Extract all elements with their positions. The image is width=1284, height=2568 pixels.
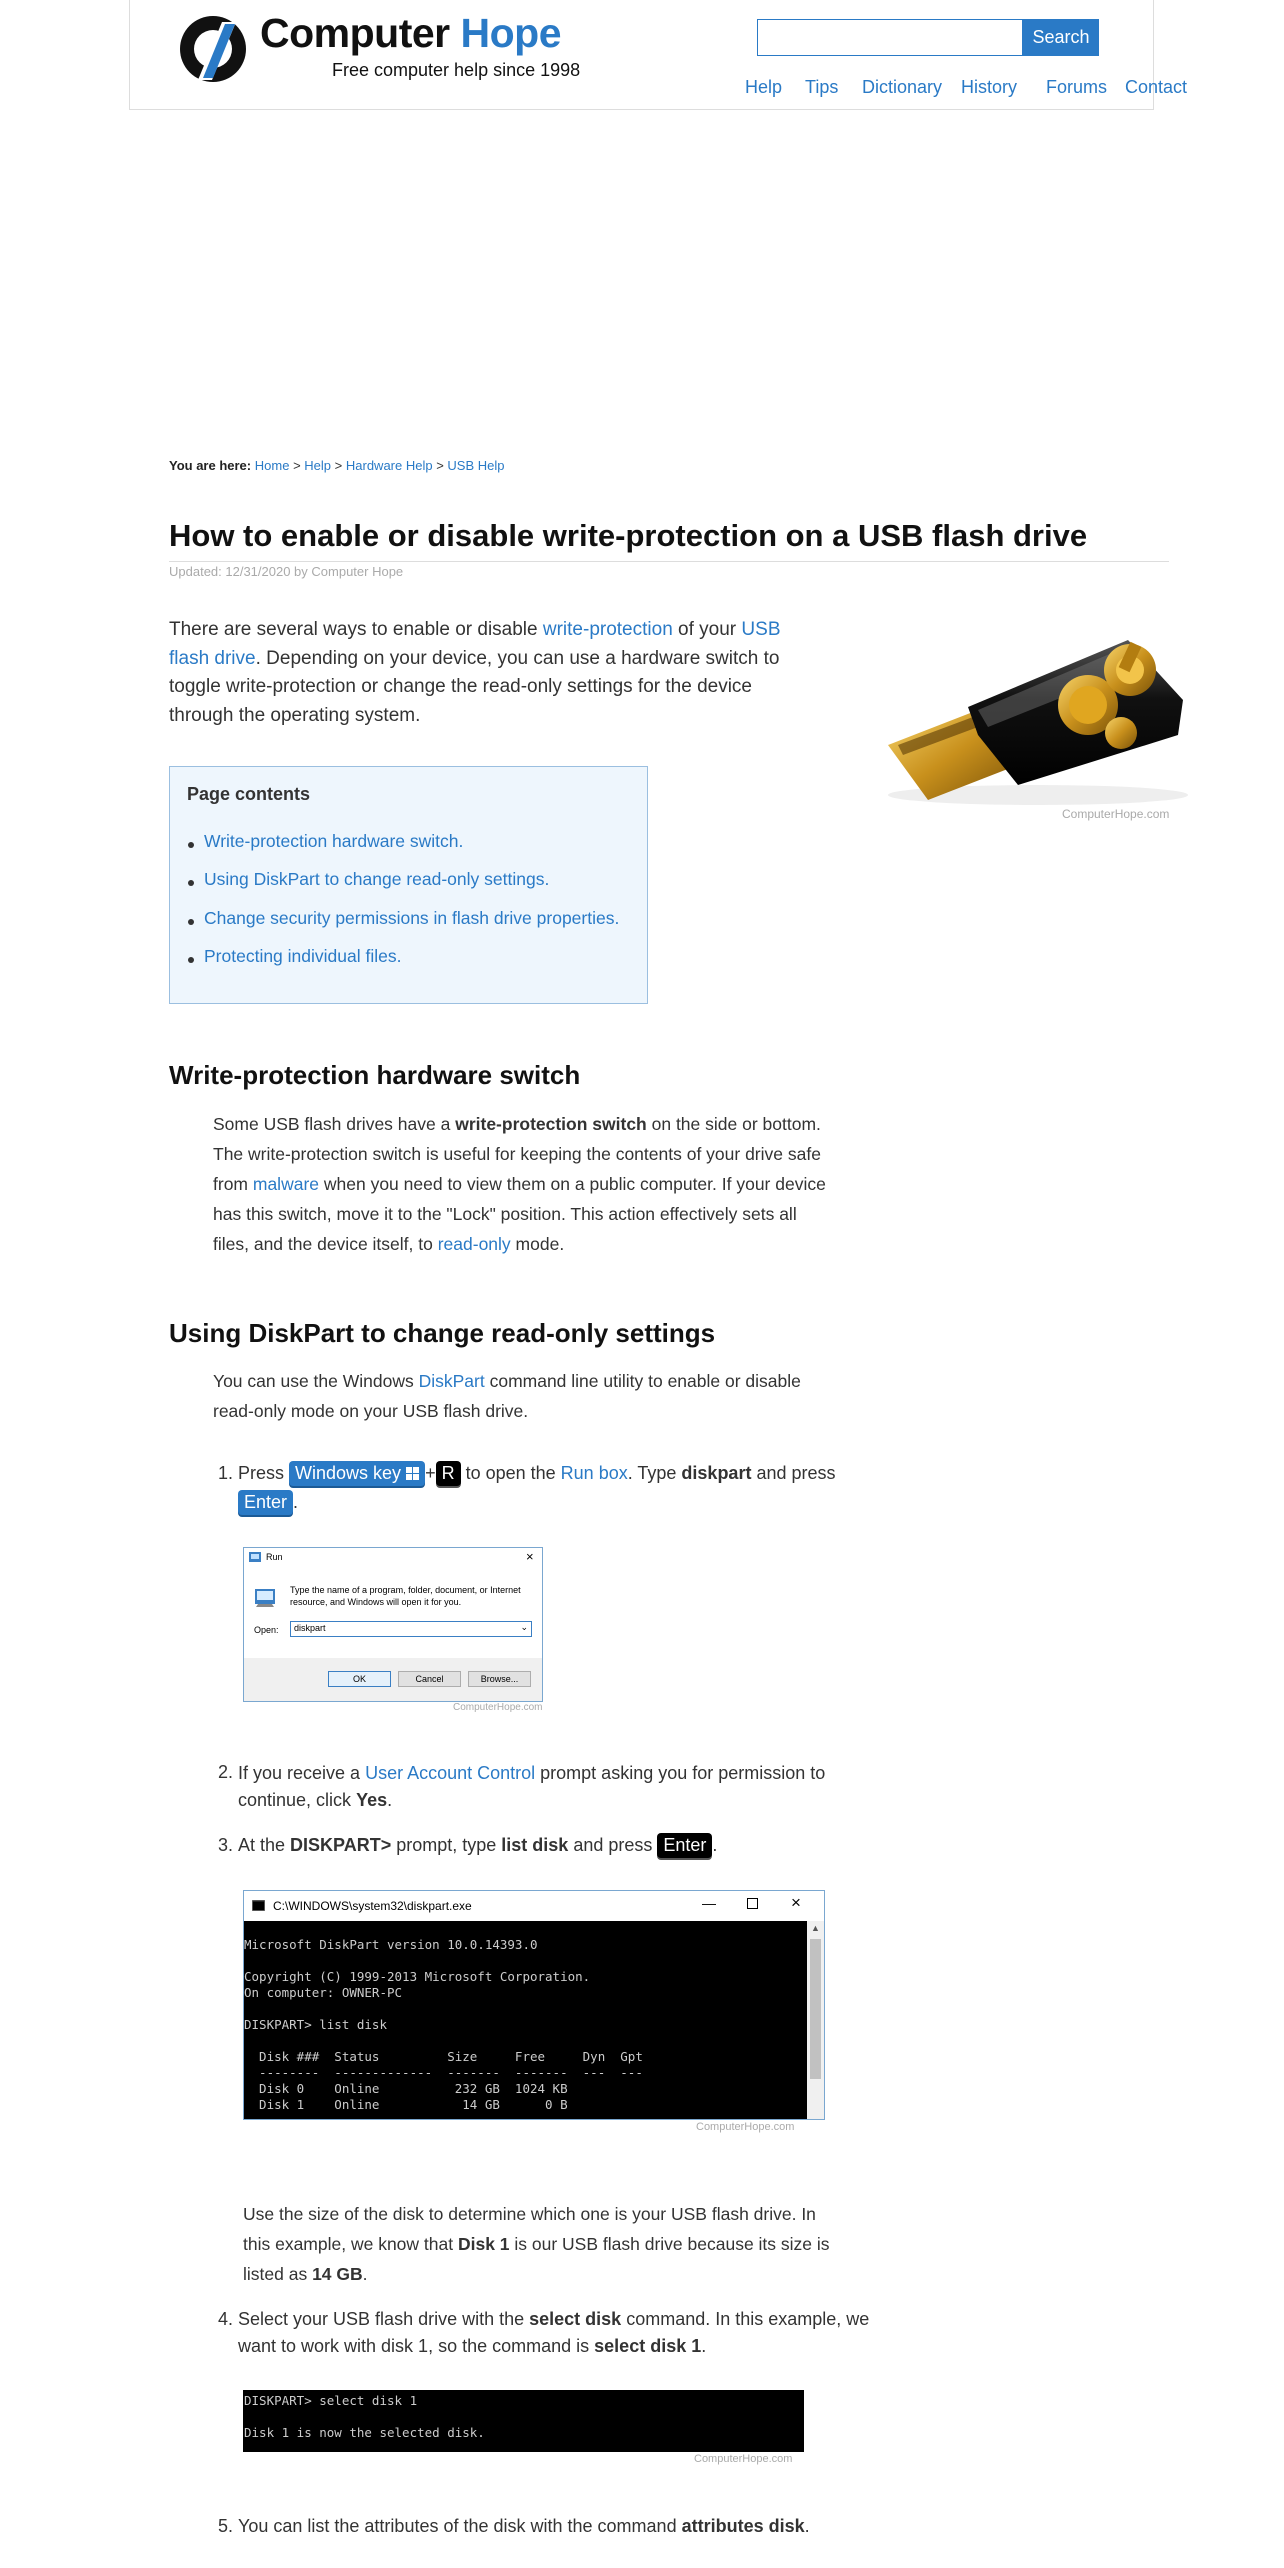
diskpart-window-screenshot: [243, 1890, 825, 2120]
site-title[interactable]: [260, 10, 561, 57]
run-description: Type the name of a program, folder, document, or Internet: [290, 1585, 521, 1595]
note-text: this example, we know that: [243, 2234, 458, 2254]
section-heading-diskpart: Using DiskPart to change read-only settings: [169, 1318, 716, 1348]
run-cancel-button[interactable]: Cancel: [398, 1671, 461, 1687]
r-key: R: [436, 1461, 461, 1486]
nav-history[interactable]: History: [961, 77, 1018, 97]
search-button[interactable]: Search: [1023, 19, 1099, 56]
section1-text: files, and the device itself, to: [213, 1234, 438, 1254]
cmd-titlebar: [244, 1891, 824, 1921]
run-open-input[interactable]: [290, 1621, 532, 1637]
cmd-line: [244, 2033, 807, 2049]
nav-dictionary[interactable]: Dictionary: [862, 77, 943, 97]
step-1: [238, 1460, 918, 1516]
toc-link-hardware-switch[interactable]: Write-protection hardware switch.: [204, 831, 464, 851]
step-text: prompt, type: [391, 1835, 502, 1855]
step-4: [238, 2306, 918, 2360]
toc-link-protecting-files[interactable]: Protecting individual files.: [204, 946, 402, 966]
step-bold: select disk: [529, 2309, 622, 2329]
bullet-icon: [188, 957, 194, 963]
windows-key: [289, 1461, 425, 1486]
scroll-up-icon[interactable]: ▲: [811, 1923, 820, 1933]
cmd-line: Disk ### Status Size Free Dyn Gpt: [244, 2049, 643, 2064]
step-text: At the: [238, 1835, 291, 1855]
enter-key: Enter: [238, 1490, 293, 1515]
step-text: You can list the attributes of the disk with the command: [238, 2516, 682, 2536]
step-text: continue, click: [238, 1790, 357, 1810]
link-flash-drive[interactable]: flash drive: [169, 647, 256, 669]
step-text: command. In this example, we: [621, 2309, 870, 2329]
link-user-account-control[interactable]: User Account Control: [365, 1763, 536, 1783]
note-bold: 14 GB: [312, 2264, 363, 2284]
section2-text: read-only mode on your USB flash drive.: [213, 1401, 529, 1421]
section2-text: command line utility to enable or disable: [484, 1371, 801, 1391]
step-bold: diskpart: [681, 1463, 752, 1483]
breadcrumb-help[interactable]: Help: [304, 458, 332, 473]
cmd-scrollbar[interactable]: [807, 1921, 824, 2119]
breadcrumb-separator: >: [436, 458, 444, 473]
step-bold: Yes: [356, 1790, 388, 1810]
step-text: and press: [568, 1835, 658, 1855]
run-dialog-title: Run: [266, 1552, 283, 1562]
cmd-line: [244, 1953, 807, 1969]
maximize-icon: [747, 1898, 758, 1909]
section1-text: Some USB flash drives have a: [213, 1114, 456, 1134]
step-number: 5.: [218, 2516, 234, 2536]
step-text: .: [387, 1790, 393, 1810]
section1-text: The write-protection switch is useful for keeping the contents of your drive safe: [213, 1144, 821, 1164]
note-text: .: [362, 2264, 368, 2284]
windows-key-label: Windows key: [295, 1463, 402, 1483]
step-number: 1.: [218, 1463, 234, 1483]
step-number: 3.: [218, 1835, 234, 1855]
step-bold: list disk: [501, 1835, 569, 1855]
breadcrumb-home[interactable]: Home: [254, 458, 290, 473]
step-text: . Type: [627, 1463, 682, 1483]
site-header: [129, 0, 1188, 110]
breadcrumb-hardware-help[interactable]: Hardware Help: [345, 458, 433, 473]
site-title-word-hope: Hope: [460, 10, 562, 56]
note-bold: Disk 1: [457, 2234, 510, 2254]
scrollbar-thumb[interactable]: [810, 1939, 821, 2079]
step-text: .: [293, 1492, 299, 1512]
section1-paragraph: [213, 1109, 913, 1259]
step-number: 4.: [218, 2309, 234, 2329]
image-caption: ComputerHope.com: [694, 2453, 793, 2465]
cmd-line: Disk 0 Online 232 GB 1024 KB: [244, 2081, 568, 2096]
site-title-word-computer: Computer: [260, 10, 450, 56]
usb-flash-drive-image: [878, 615, 1190, 815]
section2-paragraph: [213, 1366, 913, 1426]
note-text: listed as: [243, 2264, 313, 2284]
nav-help[interactable]: Help: [745, 77, 783, 97]
breadcrumb: [169, 458, 505, 473]
step-text: If you receive a: [238, 1763, 366, 1783]
section1-bold: write-protection switch: [455, 1114, 647, 1134]
cmd-output: [244, 1921, 807, 2119]
bullet-icon: [188, 880, 194, 886]
section1-text: from: [213, 1174, 253, 1194]
step-text: .: [712, 1835, 718, 1855]
link-usb[interactable]: USB: [741, 619, 781, 640]
run-dialog-screenshot: [243, 1547, 543, 1702]
note-text: is our USB flash drive because its size is: [509, 2234, 830, 2254]
note-text: Use the size of the disk to determine which one is your USB flash drive. In: [243, 2204, 816, 2224]
cmd-line: Microsoft DiskPart version 10.0.14393.0: [244, 1937, 538, 1952]
run-ok-button[interactable]: OK: [328, 1671, 391, 1687]
cmd-line: DISKPART> select disk 1: [244, 2393, 418, 2408]
run-description: resource, and Windows will open it for you.: [290, 1597, 462, 1607]
intro-text: of your: [672, 619, 742, 640]
cmd-line: On computer: OWNER-PC: [244, 1985, 403, 2000]
toc-link-diskpart[interactable]: Using DiskPart to change read-only settings.: [204, 869, 550, 889]
step-text: to open the: [460, 1463, 561, 1483]
nav-forums[interactable]: Forums: [1046, 77, 1108, 97]
cmd-line: DISKPART> list disk: [244, 2017, 387, 2032]
step-5: [238, 2513, 918, 2540]
intro-text: through the operating system.: [169, 704, 421, 726]
open-label: Open:: [254, 1625, 279, 1635]
cmd-line: [244, 2409, 804, 2425]
section1-text: on the side or bottom.: [646, 1114, 821, 1134]
toc-link-security-permissions[interactable]: Change security permissions in flash drive properties.: [204, 908, 620, 928]
cmd-line: -------- ------------- ------- ------- --- ---: [244, 2065, 643, 2080]
link-malware[interactable]: malware: [252, 1174, 320, 1194]
step-text: want to work with disk 1, so the command is: [238, 2336, 595, 2356]
nav-contact[interactable]: Contact: [1125, 77, 1188, 97]
step-text: prompt asking you for permission to: [535, 1763, 826, 1783]
image-caption: ComputerHope.com: [453, 1702, 543, 1713]
minimize-icon: —: [702, 1895, 716, 1911]
page-contents-title: Page contents: [187, 784, 311, 804]
run-browse-button[interactable]: Browse...: [468, 1671, 531, 1687]
run-open-value: diskpart: [294, 1623, 326, 1633]
image-caption: ComputerHope.com: [696, 2121, 795, 2133]
close-icon: ×: [791, 1893, 801, 1912]
link-diskpart[interactable]: DiskPart: [418, 1371, 485, 1391]
link-write-protection[interactable]: write-protection: [542, 619, 673, 640]
page-contents-box: [169, 766, 648, 1004]
breadcrumb-separator: >: [293, 458, 301, 473]
windows-logo-icon: [406, 1467, 419, 1480]
bullet-icon: [188, 919, 194, 925]
step-text: .: [701, 2336, 707, 2356]
step-text: Press: [238, 1463, 290, 1483]
console-app-icon: [252, 1900, 265, 1911]
intro-paragraph: [169, 616, 859, 730]
link-read-only[interactable]: read-only: [437, 1234, 511, 1254]
search-input[interactable]: [757, 19, 1023, 56]
nav-tips[interactable]: Tips: [805, 77, 839, 97]
step-text: Select your USB flash drive with the: [238, 2309, 530, 2329]
cmd-title: C:\WINDOWS\system32\diskpart.exe: [273, 1899, 472, 1913]
intro-text: . Depending on your device, you can use a hardware switch to: [255, 647, 780, 669]
step-text: +: [425, 1463, 436, 1483]
step-text: and press: [751, 1463, 836, 1483]
section1-text: when you need to view them on a public computer. If your device: [319, 1174, 826, 1194]
page-title: How to enable or disable write-protection on a USB flash drive: [169, 518, 1088, 553]
step-bold: attributes disk: [681, 2516, 805, 2536]
section1-text: has this switch, move it to the "Lock" position. This action effectively sets all: [213, 1204, 797, 1224]
run-icon: [254, 1586, 276, 1608]
step-3: [238, 1832, 918, 1859]
section1-text: mode.: [510, 1234, 565, 1254]
cmd-line: Disk 1 is now the selected disk.: [244, 2425, 485, 2440]
step-bold: select disk 1: [594, 2336, 702, 2356]
chevron-down-icon: ⌄: [520, 1622, 528, 1632]
cmd-line: [244, 2001, 807, 2017]
step-2: [238, 1760, 918, 1814]
section2-text: You can use the Windows: [213, 1371, 419, 1391]
intro-text: There are several ways to enable or disable: [169, 619, 543, 640]
bullet-icon: [188, 842, 194, 848]
intro-text: toggle write-protection or change the read-only settings for the device: [169, 676, 752, 697]
enter-key: Enter: [657, 1833, 712, 1858]
step-bold: DISKPART>: [290, 1835, 392, 1855]
breadcrumb-separator: >: [334, 458, 343, 473]
updated-date: Updated: 12/31/2020 by Computer Hope: [169, 564, 404, 579]
link-run-box[interactable]: Run box: [560, 1463, 628, 1483]
close-icon: ×: [526, 1549, 534, 1564]
image-caption: ComputerHope.com: [1062, 807, 1170, 821]
step-text: .: [804, 2516, 810, 2536]
site-tagline: Free computer help since 1998: [332, 60, 581, 80]
breadcrumb-prefix: You are here:: [169, 458, 252, 473]
cmd-line: Disk 1 Online 14 GB 0 B: [244, 2097, 568, 2112]
run-app-icon: [249, 1552, 261, 1562]
step-3-note: [243, 2199, 943, 2289]
section-heading-hardware-switch: Write-protection hardware switch: [169, 1060, 581, 1090]
breadcrumb-usb-help[interactable]: USB Help: [447, 458, 505, 473]
title-divider: [169, 561, 1169, 562]
select-disk-output-screenshot: [243, 2390, 804, 2452]
computer-hope-logo-icon[interactable]: [178, 14, 248, 84]
cmd-line: Copyright (C) 1999-2013 Microsoft Corporation.: [244, 1969, 591, 1984]
step-number: 2.: [218, 1762, 234, 1782]
